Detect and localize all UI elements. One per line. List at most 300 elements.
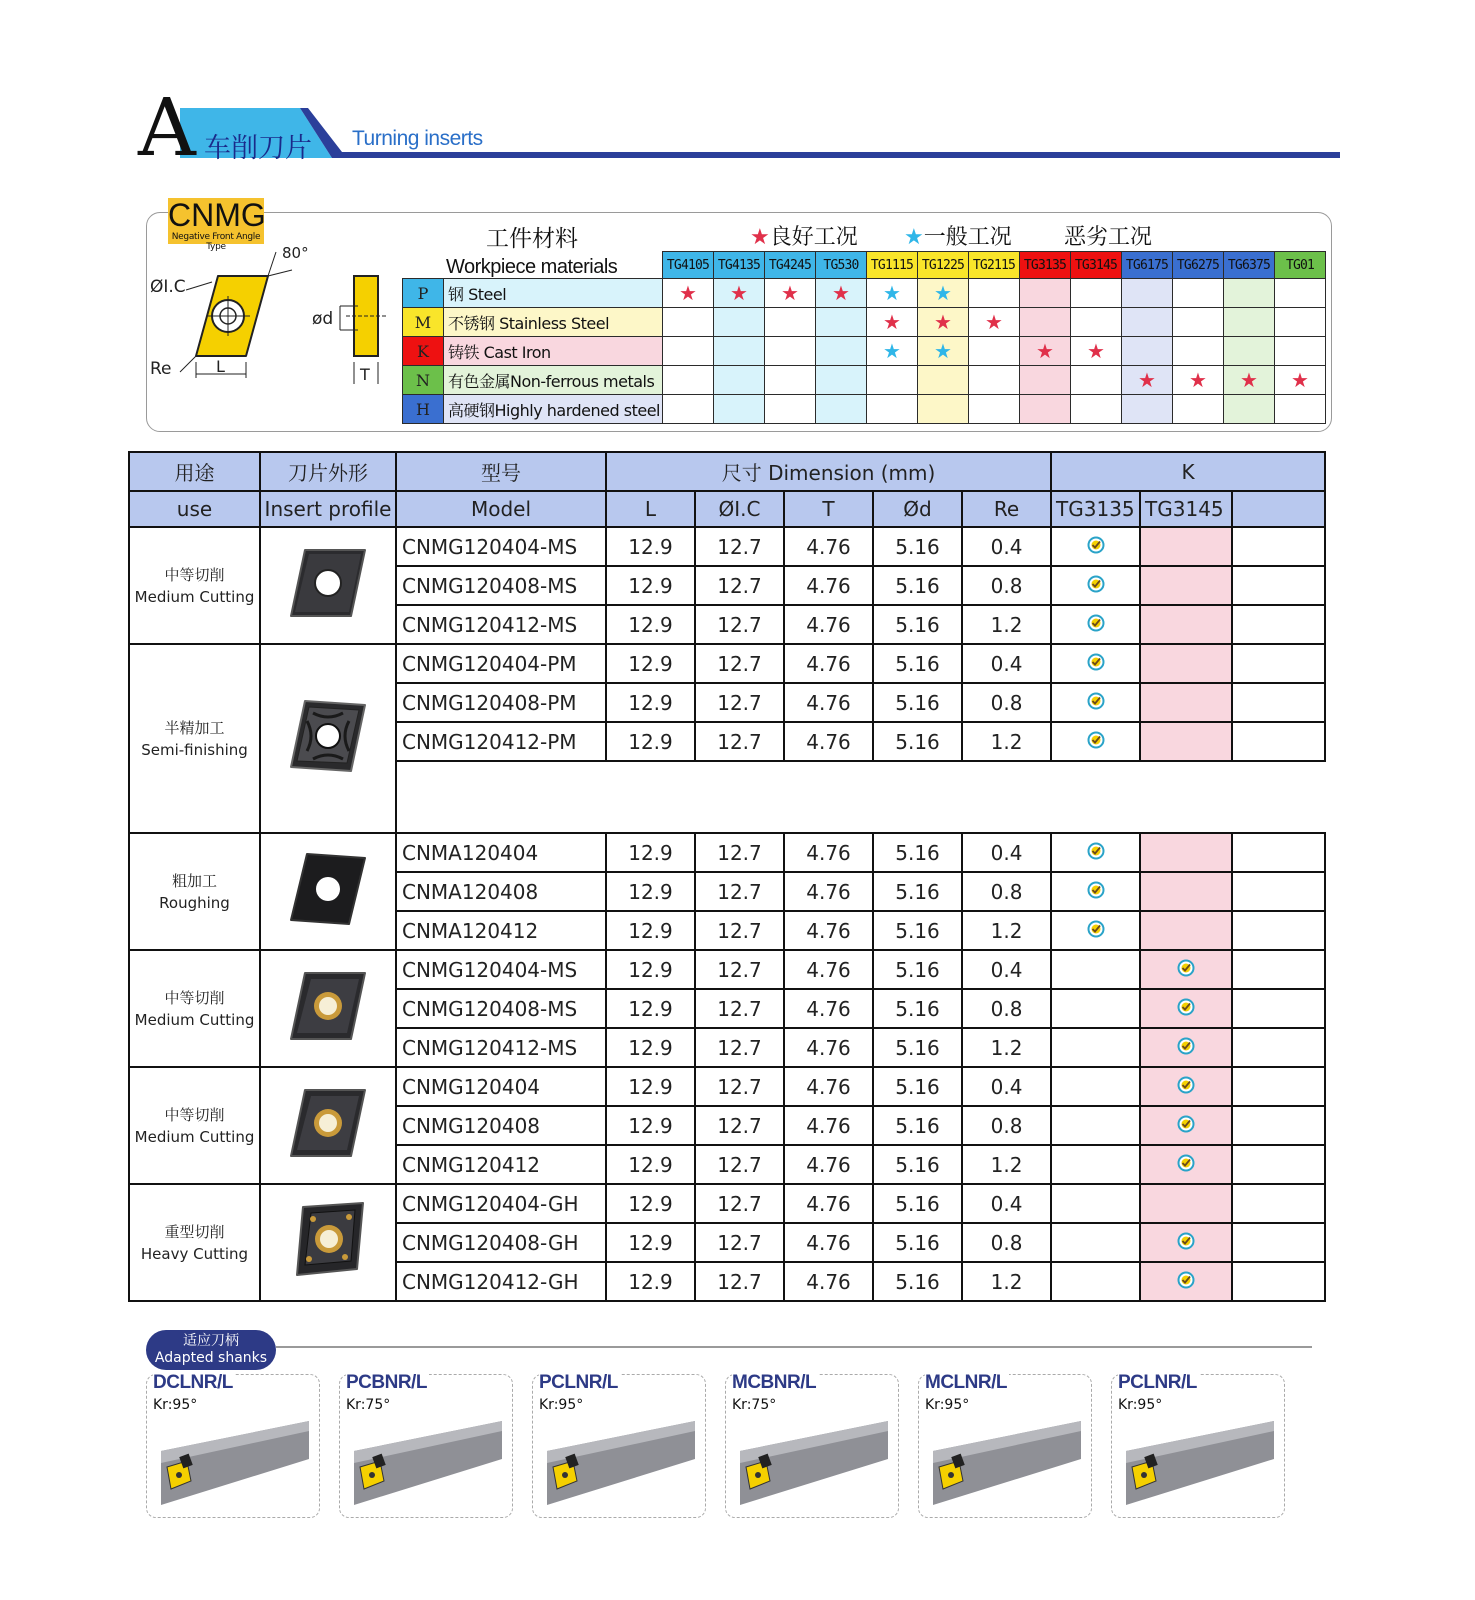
col-group-k: K	[1051, 452, 1325, 491]
dim-ic: 12.7	[695, 1262, 784, 1301]
material-name: 有色金属Non-ferrous metals	[444, 366, 663, 395]
use-en: Semi-finishing	[141, 740, 248, 759]
tg3135-cell	[1051, 566, 1140, 605]
condition-harsh: 恶劣工况	[1064, 225, 1153, 250]
shanks-header-badge	[146, 1330, 276, 1370]
material-code: P	[403, 279, 444, 308]
grade-empty-cell	[1232, 566, 1325, 605]
table-row	[129, 644, 1325, 683]
check-icon	[1177, 1115, 1195, 1133]
insert-flat-icon	[283, 844, 373, 934]
empty-cell	[1275, 308, 1326, 337]
shank-name: MCBNR/L	[732, 1372, 817, 1393]
insert-plain-icon	[283, 538, 373, 628]
dim-ic: 12.7	[695, 644, 784, 683]
check-icon	[1177, 1271, 1195, 1289]
tg3135-cell	[1051, 1145, 1140, 1184]
material-row	[403, 366, 1326, 395]
red-star-icon: ★	[1173, 366, 1224, 395]
material-name: 铸铁 Cast Iron	[444, 337, 663, 366]
blue-star-icon: ★	[867, 279, 918, 308]
grade-empty-cell	[1232, 1184, 1325, 1223]
dim-d: 5.16	[873, 1262, 962, 1301]
dim-t: 4.76	[784, 989, 873, 1028]
grade-empty-cell	[1232, 644, 1325, 683]
dim-t: 4.76	[784, 1106, 873, 1145]
tg3145-cell	[1140, 722, 1232, 761]
use-cn: 中等切削	[164, 1105, 225, 1124]
tg3145-cell	[1140, 566, 1232, 605]
dim-t: 4.76	[784, 1184, 873, 1223]
dim-d: 5.16	[873, 1028, 962, 1067]
empty-cell	[867, 366, 918, 395]
tg3145-cell	[1140, 950, 1232, 989]
material-code: N	[403, 366, 444, 395]
use-cell	[129, 833, 260, 950]
material-row	[403, 279, 1326, 308]
red-star-icon: ★	[867, 308, 918, 337]
tg3145-cell	[1140, 1262, 1232, 1301]
grade-header-row	[403, 252, 1326, 279]
red-star-icon: ★	[1224, 366, 1275, 395]
check-icon	[1087, 731, 1105, 749]
empty-cell	[1122, 337, 1173, 366]
dim-d: 5.16	[873, 872, 962, 911]
grade-tg1115: TG1115	[867, 252, 918, 279]
check-icon	[1087, 575, 1105, 593]
insert-groove-icon	[283, 691, 373, 781]
grade-empty-cell	[1232, 872, 1325, 911]
table-header-row-2	[129, 491, 1325, 527]
tg3135-cell	[1051, 989, 1140, 1028]
dim-re: 1.2	[962, 722, 1051, 761]
tg3135-cell	[1051, 911, 1140, 950]
dim-t: 4.76	[784, 911, 873, 950]
dim-t: 4.76	[784, 1262, 873, 1301]
empty-cell	[714, 366, 765, 395]
blank-cell	[396, 761, 1325, 833]
header-title-en: Turning inserts	[352, 127, 483, 150]
dim-re: 0.8	[962, 989, 1051, 1028]
grade-tg3135: TG3135	[1020, 252, 1071, 279]
empty-cell	[969, 279, 1020, 308]
dim-l: 12.9	[606, 872, 695, 911]
col-profile: Insert profile	[260, 491, 396, 527]
dim-l: 12.9	[606, 1223, 695, 1262]
empty-cell	[816, 337, 867, 366]
dim-l: 12.9	[606, 1028, 695, 1067]
model-cell: CNMG120412-MS	[396, 1028, 606, 1067]
use-cn: 半精加工	[164, 718, 225, 737]
grade-tg6375: TG6375	[1224, 252, 1275, 279]
empty-cell	[1275, 279, 1326, 308]
shank-kr: Kr:95°	[539, 1397, 584, 1413]
tg3145-cell	[1140, 527, 1232, 566]
workpiece-title-en: Workpiece materials	[446, 256, 618, 278]
col-d: Ød	[873, 491, 962, 527]
insert-type-subtitle: Negative Front Angle Type	[171, 232, 261, 252]
empty-cell	[1020, 395, 1071, 424]
blue-star-icon: ★	[904, 225, 924, 250]
dim-re: 1.2	[962, 1145, 1051, 1184]
empty-cell	[1224, 279, 1275, 308]
dim-ic: 12.7	[695, 1223, 784, 1262]
dim-ic: 12.7	[695, 683, 784, 722]
tg3135-cell	[1051, 872, 1140, 911]
shank-name: PCLNR/L	[1118, 1372, 1197, 1393]
model-cell: CNMA120408	[396, 872, 606, 911]
grade-empty-cell	[1232, 605, 1325, 644]
dim-re: 1.2	[962, 911, 1051, 950]
grade-empty-cell	[1232, 1067, 1325, 1106]
dim-ic: 12.7	[695, 1067, 784, 1106]
tg3145-cell	[1140, 911, 1232, 950]
empty-cell	[765, 366, 816, 395]
dim-l: 12.9	[606, 527, 695, 566]
tg3145-cell	[1140, 1145, 1232, 1184]
dim-ic: 12.7	[695, 1028, 784, 1067]
dim-d: 5.16	[873, 950, 962, 989]
red-star-icon: ★	[918, 308, 969, 337]
empty-cell	[1173, 308, 1224, 337]
model-cell: CNMG120408-MS	[396, 989, 606, 1028]
empty-cell	[1122, 279, 1173, 308]
dim-t: 4.76	[784, 644, 873, 683]
empty-cell	[714, 308, 765, 337]
tg3145-cell	[1140, 1028, 1232, 1067]
check-icon	[1087, 614, 1105, 632]
tg3135-cell	[1051, 1106, 1140, 1145]
col-use-cn: 用途	[129, 452, 260, 491]
insert-profile-cell	[260, 833, 396, 950]
empty-cell	[1224, 337, 1275, 366]
model-cell: CNMG120404-MS	[396, 950, 606, 989]
dim-t: 4.76	[784, 1067, 873, 1106]
dim-re: 0.4	[962, 1184, 1051, 1223]
tg3135-cell	[1051, 1028, 1140, 1067]
model-cell: CNMG120408-MS	[396, 566, 606, 605]
tg3145-cell	[1140, 989, 1232, 1028]
shanks-divider	[276, 1346, 1312, 1348]
red-star-icon: ★	[1020, 337, 1071, 366]
table-row	[129, 1067, 1325, 1106]
red-star-icon: ★	[750, 225, 770, 250]
check-icon	[1177, 1037, 1195, 1055]
tg3135-cell	[1051, 1067, 1140, 1106]
empty-cell	[1020, 308, 1071, 337]
col-tg3145: TG3145	[1140, 491, 1232, 527]
header-title-cn: 车削刀片	[204, 133, 312, 164]
empty-cell	[1173, 279, 1224, 308]
insert-profile-cell	[260, 1184, 396, 1301]
dim-ic: 12.7	[695, 1106, 784, 1145]
dim-l: 12.9	[606, 1145, 695, 1184]
model-cell: CNMG120404-PM	[396, 644, 606, 683]
tg3135-cell	[1051, 1262, 1140, 1301]
check-icon	[1087, 536, 1105, 554]
dim-l: 12.9	[606, 1106, 695, 1145]
empty-cell	[1275, 395, 1326, 424]
dim-l: 12.9	[606, 1262, 695, 1301]
model-cell: CNMG120404-MS	[396, 527, 606, 566]
empty-cell	[816, 395, 867, 424]
model-cell: CNMG120408-PM	[396, 683, 606, 722]
tg3145-cell	[1140, 872, 1232, 911]
check-icon	[1177, 1076, 1195, 1094]
material-code: K	[403, 337, 444, 366]
dim-re: 0.8	[962, 566, 1051, 605]
tg3135-cell	[1051, 833, 1140, 872]
empty-cell	[918, 395, 969, 424]
empty-cell	[663, 337, 714, 366]
use-en: Heavy Cutting	[140, 1244, 249, 1263]
material-name: 钢 Steel	[444, 279, 663, 308]
empty-cell	[663, 308, 714, 337]
model-cell: CNMG120412-PM	[396, 722, 606, 761]
dim-t: 4.76	[784, 1028, 873, 1067]
dim-t: 4.76	[784, 950, 873, 989]
grade-empty-cell	[1232, 911, 1325, 950]
empty-cell	[1224, 395, 1275, 424]
shank-name: MCLNR/L	[925, 1372, 1007, 1393]
empty-cell	[765, 308, 816, 337]
empty-cell	[1173, 395, 1224, 424]
empty-cell	[867, 395, 918, 424]
red-star-icon: ★	[1122, 366, 1173, 395]
dim-l: 12.9	[606, 950, 695, 989]
shank-kr: Kr:95°	[1118, 1397, 1163, 1413]
dim-d: 5.16	[873, 1223, 962, 1262]
l-label: L	[216, 357, 225, 376]
dim-d: 5.16	[873, 833, 962, 872]
col-use: use	[129, 491, 260, 527]
grade-tg4245: TG4245	[765, 252, 816, 279]
red-star-icon: ★	[765, 279, 816, 308]
red-star-icon: ★	[663, 279, 714, 308]
dim-re: 0.8	[962, 1106, 1051, 1145]
tg3145-cell	[1140, 1106, 1232, 1145]
empty-cell	[1071, 366, 1122, 395]
dim-ic: 12.7	[695, 1145, 784, 1184]
red-star-icon: ★	[816, 279, 867, 308]
dim-l: 12.9	[606, 1184, 695, 1223]
dim-re: 0.8	[962, 683, 1051, 722]
dim-re: 0.8	[962, 872, 1051, 911]
tg3135-cell	[1051, 644, 1140, 683]
dim-re: 0.8	[962, 1223, 1051, 1262]
table-row	[129, 950, 1325, 989]
grade-empty-cell	[1232, 722, 1325, 761]
dim-ic: 12.7	[695, 527, 784, 566]
dim-l: 12.9	[606, 566, 695, 605]
dim-d: 5.16	[873, 605, 962, 644]
grade-empty-cell	[1232, 683, 1325, 722]
tg3135-cell	[1051, 1184, 1140, 1223]
dim-d: 5.16	[873, 566, 962, 605]
empty-cell	[969, 366, 1020, 395]
blue-star-icon: ★	[918, 279, 969, 308]
material-name: 高硬钢Highly hardened steel	[444, 395, 663, 424]
col-dimension: 尺寸 Dimension (mm)	[606, 452, 1051, 491]
material-name: 不锈钢 Stainless Steel	[444, 308, 663, 337]
empty-cell	[816, 366, 867, 395]
tg3145-cell	[1140, 1223, 1232, 1262]
tg3135-cell	[1051, 722, 1140, 761]
empty-cell	[1122, 308, 1173, 337]
grade-empty-cell	[1232, 1145, 1325, 1184]
tg3135-cell	[1051, 1223, 1140, 1262]
dim-l: 12.9	[606, 683, 695, 722]
dim-l: 12.9	[606, 833, 695, 872]
empty-cell	[663, 366, 714, 395]
model-cell: CNMG120408-GH	[396, 1223, 606, 1262]
dim-d: 5.16	[873, 644, 962, 683]
dim-t: 4.76	[784, 527, 873, 566]
dim-t: 4.76	[784, 872, 873, 911]
dim-d: 5.16	[873, 683, 962, 722]
grade-empty-cell	[1232, 1262, 1325, 1301]
insert-geometry-diagram	[150, 244, 400, 424]
red-star-icon: ★	[1071, 337, 1122, 366]
check-icon	[1087, 842, 1105, 860]
dim-ic: 12.7	[695, 605, 784, 644]
model-cell: CNMG120412-GH	[396, 1262, 606, 1301]
grade-empty-cell	[1232, 950, 1325, 989]
tg3135-cell	[1051, 683, 1140, 722]
empty-cell	[1275, 337, 1326, 366]
col-Re: Re	[962, 491, 1051, 527]
insert-gold-icon	[283, 1078, 373, 1168]
toolholder-icon	[157, 1409, 313, 1509]
table-header-row-1	[129, 452, 1325, 491]
col-tg3135: TG3135	[1051, 491, 1140, 527]
dim-re: 0.4	[962, 1067, 1051, 1106]
dim-d: 5.16	[873, 1184, 962, 1223]
dim-l: 12.9	[606, 722, 695, 761]
model-cell: CNMG120412-MS	[396, 605, 606, 644]
empty-cell	[765, 337, 816, 366]
shank-name: PCBNR/L	[346, 1372, 427, 1393]
shank-name: PCLNR/L	[539, 1372, 618, 1393]
grade-tg1225: TG1225	[918, 252, 969, 279]
grade-empty-cell	[1232, 989, 1325, 1028]
shanks-title-en: Adapted shanks	[154, 1350, 268, 1366]
workpiece-title-cn: 工件材料	[486, 226, 578, 252]
model-cell: CNMG120404	[396, 1067, 606, 1106]
grade-empty-cell	[1232, 1106, 1325, 1145]
dim-re: 0.4	[962, 644, 1051, 683]
dim-ic: 12.7	[695, 872, 784, 911]
use-en: Medium Cutting	[134, 587, 255, 606]
dim-re: 1.2	[962, 1028, 1051, 1067]
grade-empty-cell	[1232, 1223, 1325, 1262]
re-label: Re	[150, 359, 172, 379]
empty-cell	[1071, 308, 1122, 337]
insert-spec-table	[128, 451, 1326, 1302]
grade-tg4135: TG4135	[714, 252, 765, 279]
dim-t: 4.76	[784, 722, 873, 761]
material-row	[403, 308, 1326, 337]
dim-l: 12.9	[606, 644, 695, 683]
shank-kr: Kr:95°	[925, 1397, 970, 1413]
shank-name: DCLNR/L	[153, 1372, 233, 1393]
red-star-icon: ★	[714, 279, 765, 308]
empty-cell	[918, 366, 969, 395]
model-cell: CNMG120404-GH	[396, 1184, 606, 1223]
grade-tg01: TG01	[1275, 252, 1326, 279]
red-star-icon: ★	[1275, 366, 1326, 395]
table-row	[129, 1184, 1325, 1223]
toolholder-icon	[929, 1409, 1085, 1509]
empty-cell	[714, 337, 765, 366]
tg3135-cell	[1051, 950, 1140, 989]
empty-cell	[1173, 337, 1224, 366]
dim-d: 5.16	[873, 1067, 962, 1106]
use-cell	[129, 1184, 260, 1301]
material-code: H	[403, 395, 444, 424]
empty-cell	[765, 395, 816, 424]
dim-ic: 12.7	[695, 950, 784, 989]
use-en: Medium Cutting	[134, 1010, 255, 1029]
use-cn: 粗加工	[171, 871, 217, 890]
tg3145-cell	[1140, 683, 1232, 722]
use-cell	[129, 950, 260, 1067]
insert-gold-icon	[283, 961, 373, 1051]
d-label: ød	[312, 309, 334, 329]
use-en: Medium Cutting	[134, 1127, 255, 1146]
check-icon	[1087, 692, 1105, 710]
dim-d: 5.16	[873, 527, 962, 566]
dim-d: 5.16	[873, 722, 962, 761]
condition-normal: ★一般工况	[904, 225, 1012, 250]
use-cn: 中等切削	[164, 988, 225, 1007]
col-grade-empty	[1232, 491, 1325, 527]
col-model: Model	[396, 491, 606, 527]
insert-profile-cell	[260, 1067, 396, 1184]
grade-empty-cell	[1232, 1028, 1325, 1067]
grade-tg4105: TG4105	[663, 252, 714, 279]
tg3145-cell	[1140, 605, 1232, 644]
shank-card	[725, 1374, 899, 1518]
grade-tg2115: TG2115	[969, 252, 1020, 279]
shank-card	[918, 1374, 1092, 1518]
dim-l: 12.9	[606, 989, 695, 1028]
tg3145-cell	[1140, 833, 1232, 872]
ic-label: ØI.C	[150, 277, 186, 297]
check-icon	[1177, 1154, 1195, 1172]
dim-d: 5.16	[873, 1145, 962, 1184]
blue-star-icon: ★	[918, 337, 969, 366]
tg3145-cell	[1140, 1067, 1232, 1106]
shank-kr: Kr:75°	[732, 1397, 777, 1413]
shank-kr: Kr:75°	[346, 1397, 391, 1413]
grade-tg6275: TG6275	[1173, 252, 1224, 279]
col-IC: ØI.C	[695, 491, 784, 527]
shank-card	[1111, 1374, 1285, 1518]
empty-cell	[969, 337, 1020, 366]
blue-star-icon: ★	[867, 337, 918, 366]
col-L: L	[606, 491, 695, 527]
dim-d: 5.16	[873, 911, 962, 950]
dim-ic: 12.7	[695, 722, 784, 761]
condition-good: ★良好工况	[750, 225, 858, 250]
tg3145-cell	[1140, 644, 1232, 683]
empty-cell	[816, 308, 867, 337]
dim-d: 5.16	[873, 1106, 962, 1145]
dim-ic: 12.7	[695, 566, 784, 605]
model-cell: CNMA120404	[396, 833, 606, 872]
red-star-icon: ★	[969, 308, 1020, 337]
